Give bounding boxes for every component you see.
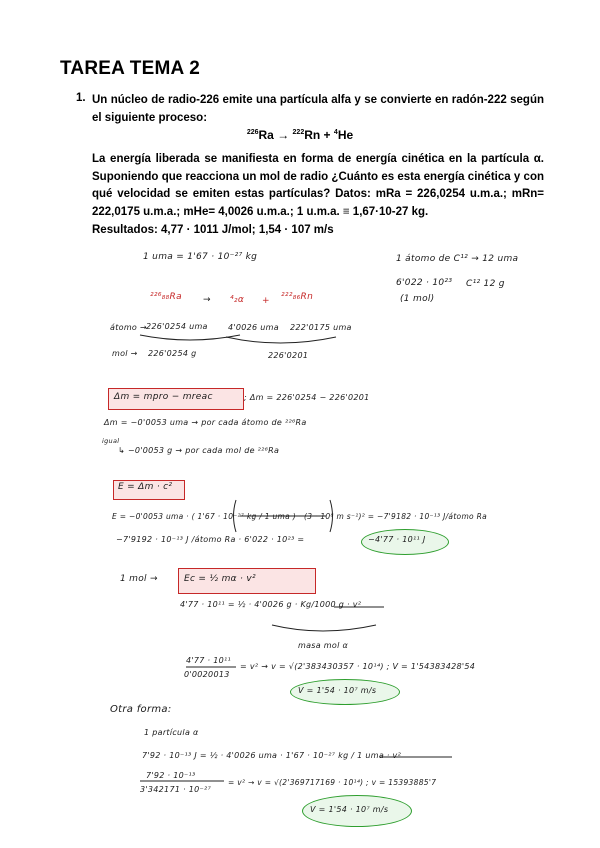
hw-e-line2: −7'9192 · 10⁻¹³ J /átomo Ra · 6'022 · 10²³ = — [116, 535, 305, 544]
hw-reaction-arrow: → — [203, 295, 211, 305]
hw-ra-uma: 226'0254 uma — [146, 322, 208, 331]
hw-e-result: −4'77 · 10¹¹ J — [368, 535, 426, 544]
hw-c12-g: C¹² 12 g — [466, 279, 505, 289]
hw-atom-c12: 1 átomo de C¹² → 12 uma — [396, 254, 519, 264]
reaction-equation: $^{226}$Ra → $^{222}$Rn + $^4$He — [246, 128, 354, 142]
hw-reaction-rn: ²²²₈₆Rn — [281, 292, 314, 302]
question-statement: La energía liberada se manifiesta en forma de energía cinética en la partícula α. Suponiendo que reacciona un mol de radio ¿Cuánto es esta energía cinética y con qué velocidad se emiten estas partículas? Datos: mRa = 226,0254 u.m.a.; mRn= 222,0175 u.m.a.; mHe= 4,0026 u.m.a.; 1 u.m.a. ≡ 1,67·10-27 kg. — [92, 153, 544, 218]
hw-otra-forma: Otra forma: — [110, 704, 172, 715]
hw-v2-calc: = v² → v = √(2'369717169 · 10¹⁴) ; v = 15393885'7 — [228, 778, 437, 787]
hw-masa-mol: masa mol α — [298, 641, 349, 650]
hw-line-p1: 7'92 · 10⁻¹³ J = ½ · 4'0026 uma · 1'67 · 10⁻²⁷ kg / 1 uma · v² — [142, 751, 402, 760]
hw-particula: 1 partícula α — [144, 728, 199, 737]
hw-ec-line: 4'77 · 10¹¹ = ½ · 4'0026 g · Kg/1000 g · v² — [180, 600, 362, 609]
page-title: TAREA TEMA 2 — [60, 58, 200, 79]
hw-dm-formula: Δm = mpro − mreac — [114, 392, 213, 402]
hw-frac2-num: 7'92 · 10⁻¹³ — [146, 771, 196, 780]
hw-uma: 1 uma = 1'67 · 10⁻²⁷ kg — [143, 252, 258, 262]
hw-dm-g: ↳ −0'0053 g → por cada mol de ²²⁶Ra — [118, 446, 280, 455]
hw-rn-uma: 222'0175 uma — [290, 323, 352, 332]
hw-e-formula: E = Δm · c² — [118, 482, 173, 492]
hw-e-line1: E = −0'0053 uma · ( 1'67 · 10⁻²⁷ kg / 1 uma ) · (3 · 10⁸ m s⁻¹)² = −7'9182 · 10⁻¹³ J/átomo Ra — [112, 512, 488, 521]
hw-dm-uma: Δm = −0'0053 uma → por cada átomo de ²²⁶Ra — [104, 418, 307, 427]
hw-mol-label: mol → — [112, 349, 138, 358]
hw-frac2-den: 3'342171 · 10⁻²⁷ — [140, 785, 212, 794]
hw-avogadro: 6'022 · 10²³ — [396, 278, 453, 288]
hw-he-uma: 4'0026 uma — [228, 323, 279, 332]
hw-v2-result: V = 1'54 · 10⁷ m/s — [310, 805, 389, 814]
hw-dm-calc: ; Δm = 226'0254 − 226'0201 — [244, 393, 370, 402]
hw-mol-arrow: 1 mol → — [120, 574, 158, 584]
hw-atomo-label: átomo → — [110, 323, 147, 332]
hw-v-frac-num: 4'77 · 10¹¹ — [186, 656, 231, 665]
hw-sum-value: 226'0201 — [268, 351, 309, 360]
hw-v-calc: = v² → v = √(2'383430357 · 10¹⁴) ; V = 1'54383428'54 — [240, 662, 476, 671]
question-intro: Un núcleo de radio-226 emite una partícula alfa y se convierte en radón-222 según el siguiente proceso: — [92, 94, 544, 124]
hw-igual: igual — [102, 437, 120, 445]
hw-ra-g: 226'0254 g — [148, 349, 197, 358]
question-number: 1. — [76, 92, 86, 104]
hw-v-frac-den: 0'0020013 — [184, 670, 230, 679]
hw-mol: (1 mol) — [400, 294, 435, 304]
hw-ec-formula: Ec = ½ mα · v² — [184, 574, 256, 584]
question-results: Resultados: 4,77 · 1011 J/mol; 1,54 · 107 m/s — [92, 224, 334, 236]
hw-reaction-alpha: ⁴₂α — [230, 295, 245, 305]
hw-v-result: V = 1'54 · 10⁷ m/s — [298, 686, 377, 695]
hw-reaction-ra: ²²⁶₈₈Ra — [150, 292, 182, 302]
hw-reaction-plus: + — [262, 296, 270, 306]
